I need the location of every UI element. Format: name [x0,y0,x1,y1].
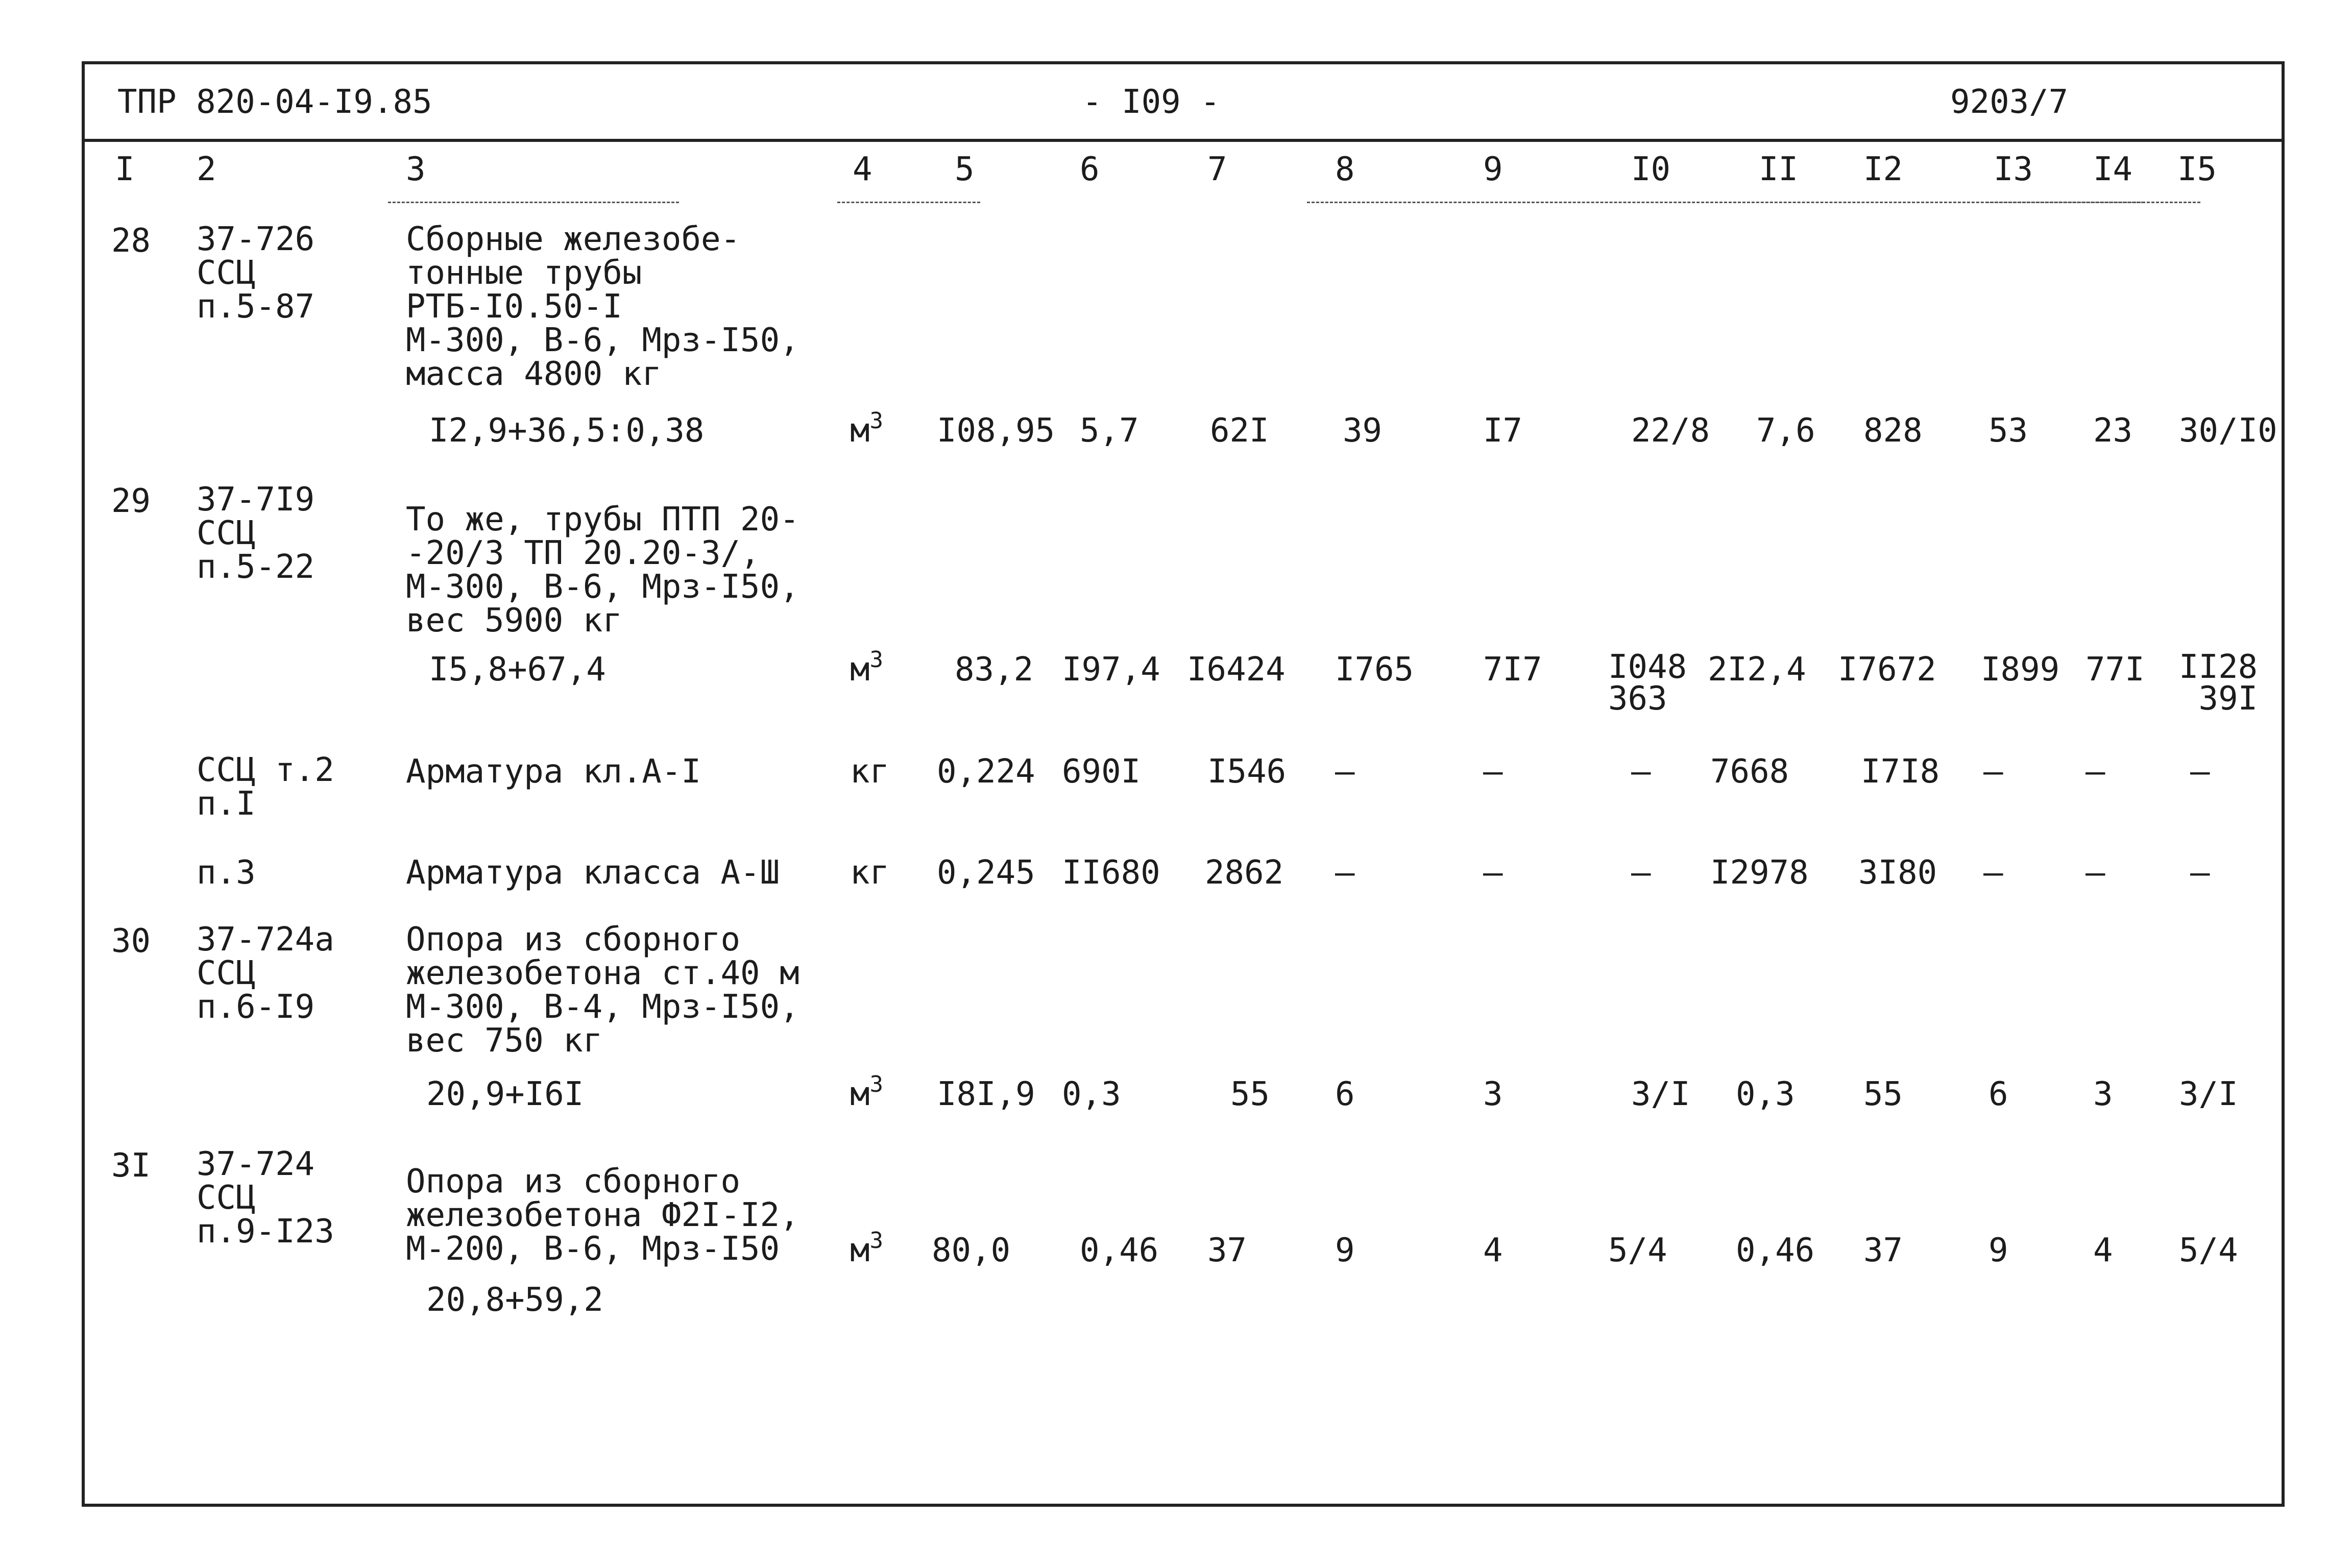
price-code: ССЦ т.2 п.I [197,751,334,823]
value-col7: 55 [1230,1075,1270,1113]
unit: $м^3$ [850,1228,884,1269]
item-description: Опора из сборного железобетона Ф2I-I2, М-200, В-6, Мрз-I50 [406,1163,799,1268]
formula: I2,9+36,5:0,38 [429,412,705,450]
value-col7: I546 [1207,753,1287,791]
divider [388,202,679,203]
value-col10: – [1631,854,1651,892]
value-col8: 9 [1335,1232,1355,1269]
value-col14: 23 [2093,412,2133,450]
row-number: 3I [111,1147,151,1185]
value-col14: 3 [2093,1075,2113,1113]
value-col11: 2I2,4 [1708,651,1806,689]
value-col15: 30/I0 [2179,412,2277,450]
value-col7: I6424 [1187,651,1286,689]
col-10: I0 [1631,151,1671,188]
value-col10: 22/8 [1631,412,1710,450]
col-15: I5 [2177,151,2217,188]
value-col14: 4 [2093,1232,2113,1269]
value-col13: I899 [1981,651,2060,689]
item-description: Арматура класса А-Ш [406,854,780,892]
value-col12: 828 [1863,412,1923,450]
value-col13: – [1983,854,2003,892]
header-rule [82,139,2282,142]
col-5: 5 [955,151,975,188]
value-col8: – [1335,753,1355,791]
price-code: 37-724а ССЦ п.6-I9 [197,921,334,1026]
item-description: То же, трубы ПТП 20- -20/3 ТП 20.20-3/, М-300, В-6, Мрз-I50, вес 5900 кг [406,501,799,640]
col-11: II [1759,151,1799,188]
formula: I5,8+67,4 [429,651,606,689]
value-col15: II28 39I [2179,648,2258,718]
col-3: 3 [406,151,426,188]
value-col15: – [2190,854,2210,892]
unit: $м^3$ [850,647,884,689]
value-col5: 83,2 [955,651,1034,689]
value-col11: 0,3 [1736,1075,1795,1113]
row-number: 29 [111,482,151,520]
value-col8: 6 [1335,1075,1355,1113]
col-14: I4 [2093,151,2133,188]
unit: $м^3$ [850,408,884,450]
sheet-number: 9203/7 [1950,83,2069,121]
formula: 20,9+I6I [426,1075,584,1113]
value-col13: 53 [1989,412,2028,450]
value-col10: 5/4 [1608,1232,1667,1269]
divider [1986,202,2200,203]
value-col12: 3I80 [1858,854,1937,892]
col-2: 2 [197,151,216,188]
value-col13: – [1983,753,2003,791]
value-col6: II680 [1062,854,1160,892]
col-4: 4 [853,151,872,188]
value-col15: 5/4 [2179,1232,2238,1269]
value-col9: – [1483,854,1503,892]
unit: $м^3$ [850,1071,884,1113]
value-col6: 690I [1062,753,1141,791]
col-13: I3 [1994,151,2033,188]
value-col5: 80,0 [932,1232,1011,1269]
value-col5: I8I,9 [937,1075,1035,1113]
value-col7: 37 [1207,1232,1247,1269]
value-col8: 39 [1343,412,1383,450]
value-col9: I7 [1483,412,1523,450]
value-col11: 0,46 [1736,1232,1815,1269]
value-col14: 77I [2086,651,2145,689]
divider [837,202,980,203]
unit: кг [850,854,890,892]
col-8: 8 [1335,151,1355,188]
value-col13: 6 [1989,1075,2008,1113]
value-col11: 7668 [1710,753,1789,791]
value-col7: 62I [1210,412,1269,450]
value-col12: I7I8 [1861,753,1940,791]
row-number: 28 [111,222,151,260]
row-number: 30 [111,922,151,960]
price-code: 37-724 ССЦ п.9-I23 [197,1145,334,1251]
value-col6: 0,46 [1080,1232,1159,1269]
value-col10: I048 363 [1608,648,1687,718]
value-col9: 3 [1483,1075,1503,1113]
price-code: 37-726 ССЦ п.5-87 [197,220,315,326]
value-col11: 7,6 [1756,412,1815,450]
value-col15: – [2190,753,2210,791]
value-col5: 0,224 [937,753,1035,791]
value-col14: – [2086,753,2105,791]
value-col13: 9 [1989,1232,2008,1269]
value-col12: I7672 [1838,651,1936,689]
value-col8: – [1335,854,1355,892]
value-col8: I765 [1335,651,1414,689]
price-code: п.3 [197,854,256,892]
price-code: 37-7I9 ССЦ п.5-22 [197,481,315,586]
value-col6: 0,3 [1062,1075,1121,1113]
doc-code: ТПР 820-04-I9.85 [117,83,432,121]
item-description: Сборные железобе- тонные трубы РТБ-I0.50-I М-300, В-6, Мрз-I50, масса 4800 кг [406,220,799,393]
value-col9: – [1483,753,1503,791]
value-col11: I2978 [1710,854,1809,892]
page-number: - I09 - [1082,83,1220,121]
value-col15: 3/I [2179,1075,2238,1113]
formula: 20,8+59,2 [426,1281,603,1319]
value-col6: 5,7 [1080,412,1139,450]
value-col12: 55 [1863,1075,1903,1113]
col-9: 9 [1483,151,1503,188]
col-7: 7 [1207,151,1227,188]
value-col9: 4 [1483,1232,1503,1269]
value-col14: – [2086,854,2105,892]
value-col5: I08,95 [937,412,1055,450]
value-col10: 3/I [1631,1075,1690,1113]
col-6: 6 [1080,151,1100,188]
item-description: Опора из сборного железобетона ст.40 м М-300, В-4, Мрз-I50, вес 750 кг [406,921,799,1060]
value-col7: 2862 [1205,854,1284,892]
col-12: I2 [1863,151,1903,188]
value-col9: 7I7 [1483,651,1542,689]
col-1: I [115,151,135,188]
value-col10: – [1631,753,1651,791]
value-col12: 37 [1863,1232,1903,1269]
value-col5: 0,245 [937,854,1035,892]
unit: кг [850,753,890,791]
item-description: Арматура кл.А-I [406,753,701,791]
value-col6: I97,4 [1062,651,1160,689]
